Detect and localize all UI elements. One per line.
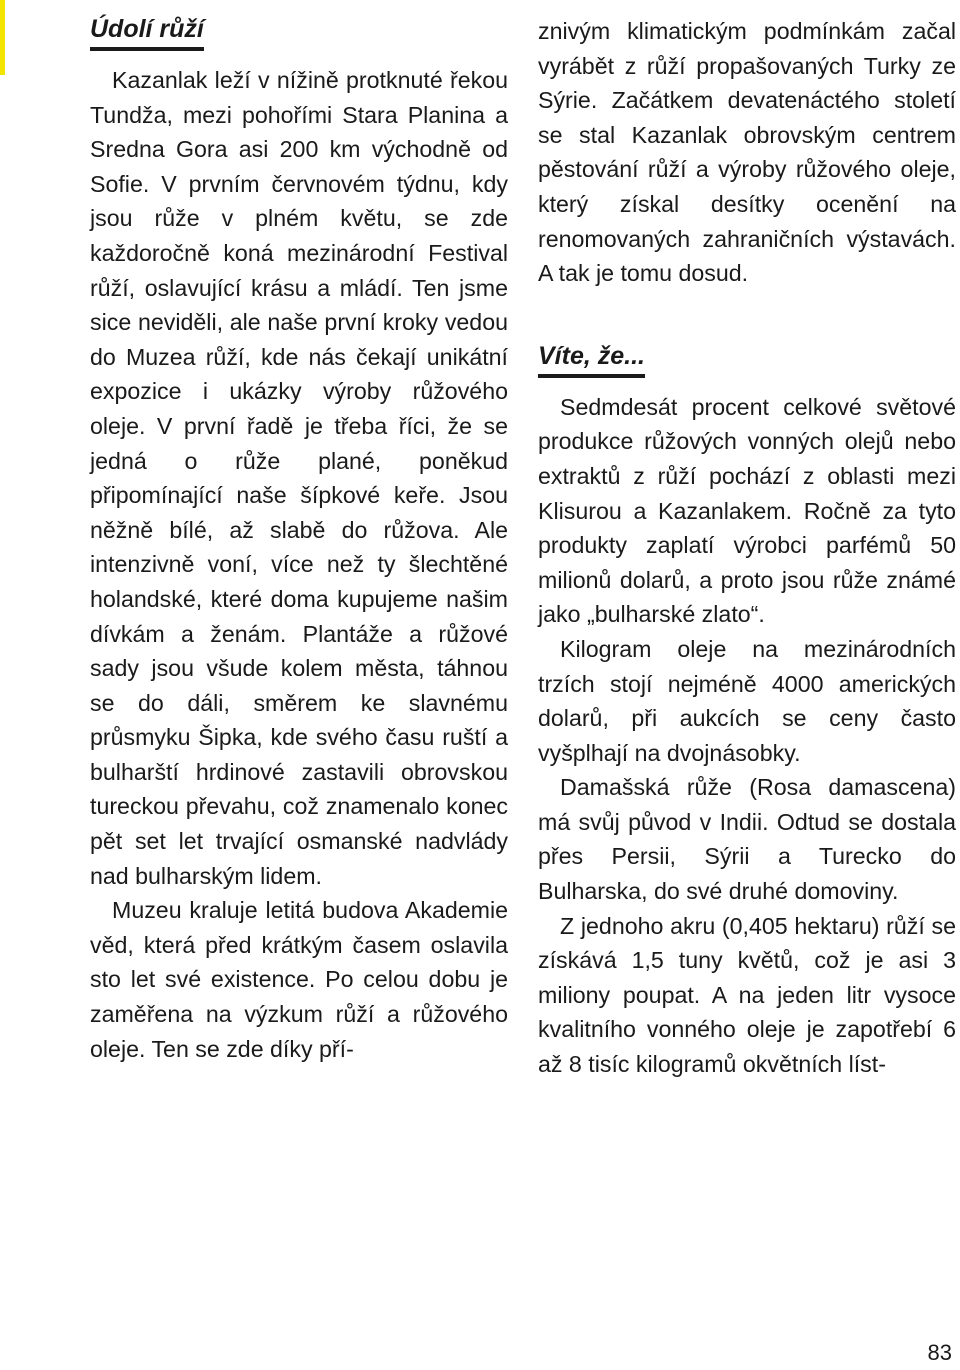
spacer — [538, 291, 956, 339]
left-column — [90, 12, 508, 1066]
body-paragraph: Kazanlak leží v nížině protknuté řekou Tundža, mezi pohořími Stara Planina a Sredna Gora asi 200 km východně od Sofie. V prvním červnovém týdnu, kdy jsou růže v plném květu, se zde každoročně koná mezinárodní Festival růží, oslavující krásu a mládí. Ten jsme sice neviděli, ale naše první kroky vedou do Muzea růží, kde nás čekají unikátní expozice i ukázky výroby růžového oleje. V první řadě je třeba říci, že se jedná o růže plané, poněkud připomínající naše šípkové keře. Jsou něžně bílé, až slabě do růžova. Ale intenzivně voní, více než ty šlechtěné holandské, které doma kupujeme našim dívkám a ženám. Plantáže a růžové sady jsou všude kolem města, táhnou se do dáli, směrem ke slavnému průsmyku Šipka, kde svého času ruští a bulharští hrdinové zastavili obrovskou tureckou převahu, což znamenalo konec pět set let trvající osmanské nadvlády nad bulharským lidem. — [90, 67, 508, 889]
section-heading-udoli-ruzi: Údolí růží — [90, 12, 204, 51]
fact-paragraph: Damašská růže (Rosa damascena) má svůj původ v Indii. Odtud se dostala přes Persii, Sýrii a Turecko do Bulharska, do své druhé domoviny. — [538, 774, 956, 905]
page-number: 83 — [927, 1340, 952, 1365]
body-paragraph: Muzeu kraluje letitá budova Akademie věd, která před krátkým časem oslavila sto let své existence. Po celou dobu je zaměřena na výzkum růží a růžového oleje. Ten se zde díky pří- — [90, 897, 508, 1062]
section-heading-vite-ze: Víte, že... — [538, 339, 645, 378]
fact-paragraph: Z jednoho akru (0,405 hektaru) růží se získává 1,5 tuny květů, což je asi 3 miliony poupat. A na jeden litr vysoce kvalitního vonného oleje je zapotřebí 6 až 8 tisíc kilogramů okvětních líst- — [538, 912, 956, 1078]
continued-paragraph: znivým klimatickým podmínkám začal vyrábět z růží propašovaných Turky ze Sýrie. Začátkem devatenáctého století se stal Kazanlak obrovským centrem pěstování růží a výroby růžového oleje, který získal desítky ocenění na renomovaných zahraničních výstavách. A tak je tomu dosud. — [538, 18, 956, 287]
fact-paragraph: Kilogram oleje na mezinárodních trzích stojí nejméně 4000 amerických dolarů, při aukcích se ceny často vyšplhají na dvojnásobky. — [538, 635, 956, 766]
right-column — [538, 14, 956, 1082]
fact-paragraph: Sedmdesát procent celkové světové produkce růžových vonných olejů nebo extraktů z růží pochází z oblasti mezi Klisurou a Kazanlakem. Ročně za tyto produkty zaplatí výrobci parfémů 50 milionů dolarů, a proto jsou růže známé jako „bulharské zlato“. — [538, 393, 956, 628]
yellow-edge-bar — [0, 0, 5, 75]
